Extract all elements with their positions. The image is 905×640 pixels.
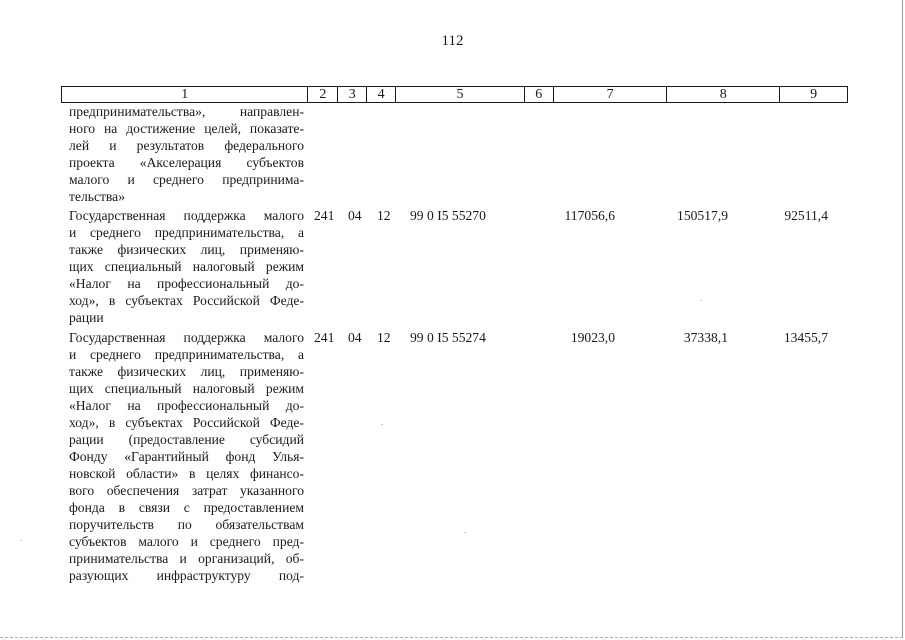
text-line: «Налог на профессиональный до- [69, 398, 304, 413]
row-1-col-9: 92511,4 [784, 208, 828, 223]
page-number: 112 [441, 33, 464, 49]
text-line: «Налог на профессиональный до- [69, 276, 304, 291]
text-line: рации (предоставление субсидий [69, 432, 304, 447]
text-line: принимательства и организаций, об- [69, 551, 304, 566]
row-1-col-7: 117056,6 [564, 208, 615, 223]
text-line: рации [69, 310, 104, 325]
header-col-7: 7 [554, 87, 668, 102]
text-line: вого обеспечения затрат указанного [69, 483, 304, 498]
row-2-col-8: 37338,1 [683, 330, 728, 345]
header-col-5: 5 [396, 87, 525, 102]
text-line: предпринимательства», направлен- [69, 104, 304, 119]
text-line: ход», в субъектах Российской Феде- [69, 293, 304, 308]
header-col-8: 8 [667, 87, 780, 102]
text-line: поручительств по обязательствам [69, 517, 304, 532]
text-line: тельства» [69, 189, 126, 204]
text-line: и среднего предпринимательства, а [69, 347, 304, 362]
row-1-col-2: 241 [314, 208, 335, 223]
row-2-col-4: 12 [377, 330, 391, 345]
text-line: субъектов малого и среднего пред- [69, 534, 304, 549]
text-line: ного на достижение целей, показате- [69, 121, 304, 136]
text-line: и среднего предпринимательства, а [69, 225, 304, 240]
table-header-row [61, 86, 848, 103]
text-line: Фонду «Гарантийный фонд Улья- [69, 449, 304, 464]
text-line: лей и результатов федерального [69, 138, 304, 153]
row-2-col-9: 13455,7 [783, 330, 828, 345]
scan-speck [20, 540, 22, 541]
text-line: разующих инфраструктуру под- [69, 568, 304, 583]
text-line: также физических лиц, применяю- [69, 364, 304, 379]
header-col-1: 1 [62, 87, 308, 102]
row-1-col-4: 12 [377, 208, 391, 223]
scan-speck [381, 424, 383, 425]
text-line: щих специальный налоговый режим [69, 381, 304, 396]
row-2-col-5: 99 0 I5 55274 [410, 330, 486, 345]
text-line: Государственная поддержка малого [69, 208, 304, 223]
header-col-4: 4 [367, 87, 396, 102]
text-line: проекта «Акселерация субъектов [69, 155, 304, 170]
header-col-3: 3 [338, 87, 367, 102]
text-line: щих специальный налоговый режим [69, 259, 304, 274]
row-2-col-3: 04 [348, 330, 362, 345]
row-1-description [69, 207, 304, 326]
header-col-2: 2 [308, 87, 338, 102]
row-2-description [69, 329, 304, 584]
header-col-9: 9 [810, 87, 818, 102]
row-1-col-3: 04 [348, 208, 362, 223]
row-1-col-5: 99 0 I5 55270 [410, 208, 486, 223]
text-line: фонда в связи с предоставлением [69, 500, 304, 515]
text-line: малого и среднего предпринима- [69, 172, 304, 187]
header-col-6: 6 [525, 87, 554, 102]
text-line: новской области» в целях финансо- [69, 466, 304, 481]
scan-speck [464, 532, 466, 533]
row-1-col-8: 150517,9 [677, 208, 728, 223]
text-line: Государственная поддержка малого [69, 330, 304, 345]
scan-speck [700, 300, 702, 301]
row-2-col-2: 241 [314, 330, 335, 345]
text-line: ход», в субъектах Российской Феде- [69, 415, 304, 430]
text-line: также физических лиц, применяю- [69, 242, 304, 257]
row-2-col-7: 19023,0 [570, 330, 615, 345]
continuation-text [69, 103, 304, 205]
